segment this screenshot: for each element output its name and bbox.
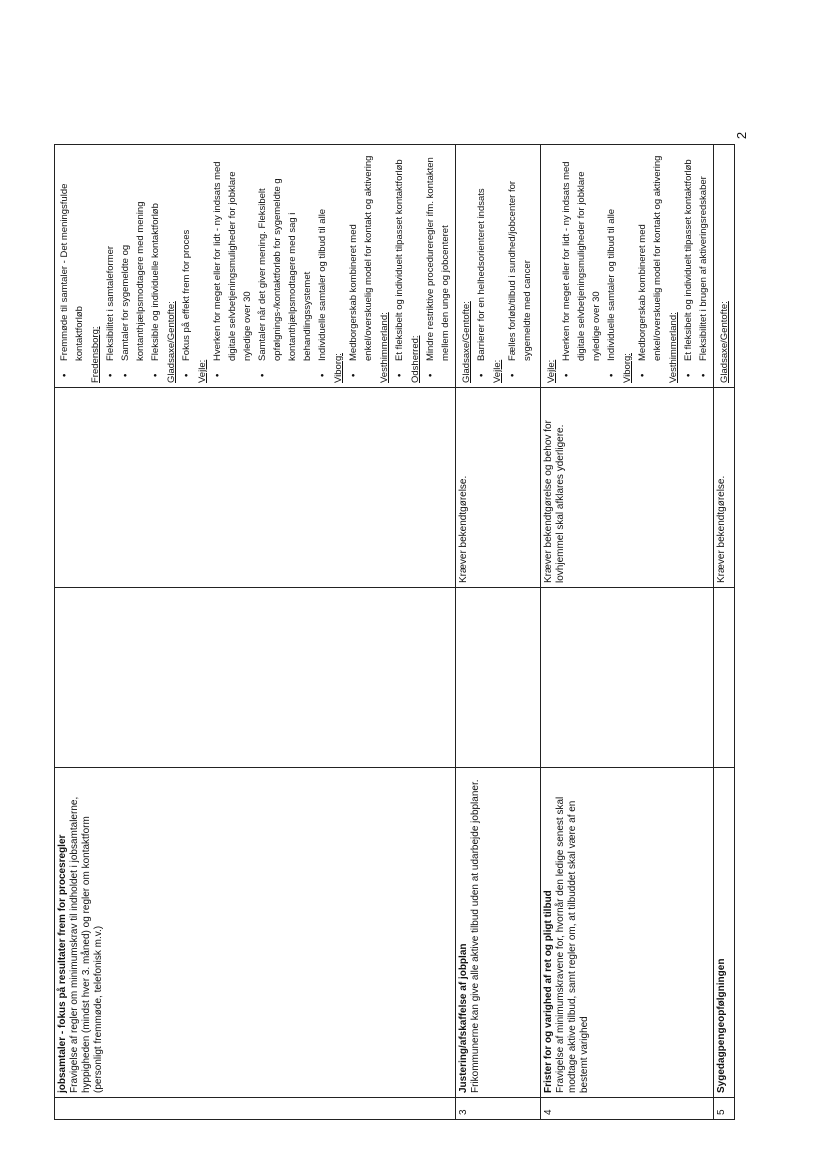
municipality-name: Odsherred: (410, 335, 421, 383)
project-item: • Mindre restriktive procedureregler ifm. kontakten mellem den unge og jobcenteret (423, 149, 453, 361)
municipality-name: Vejle: (197, 359, 208, 383)
measure-cell (456, 768, 541, 1098)
project-item: • Medborgerskab kombineret med enkel/overskuelig model for kontakt og aktivering (346, 149, 376, 361)
measure-description: Frikommunerne kan give alle aktive tilbud uden at udarbejde jobplaner. (470, 779, 481, 1093)
project-item: • Individuelle samtaler og tilbud til alle (315, 149, 330, 361)
project-list (103, 149, 163, 383)
project-list (474, 149, 489, 383)
municipality-name: Viborg: (333, 353, 344, 383)
project-item: • Fleksible og individuelle kontaktforløb (148, 149, 163, 361)
project-list (392, 149, 407, 383)
table-row (55, 145, 456, 1120)
row-number-cell (55, 1098, 456, 1120)
municipality-name: Fredensborg: (90, 326, 101, 383)
blank-cell (714, 588, 735, 768)
municipality-name: Gladsaxe/Gentofte: (719, 301, 730, 383)
measure-title: jobsamtaler - fokus på resultater frem for procesregler (57, 834, 68, 1093)
project-item: • Individuelle samtaler og tilbud til alle (604, 149, 619, 361)
requirement-cell: Kræver bekendtgørelse. (714, 388, 735, 588)
row-number-cell: 5 (714, 1098, 735, 1120)
project-list (179, 149, 194, 383)
municipality-cell (456, 145, 541, 388)
municipality-name: Vesthimmerland: (379, 312, 390, 383)
project-item: • Et fleksibelt og individuelt tilpasset kontaktforløb (392, 149, 407, 361)
municipality-name: Vejle: (492, 359, 503, 383)
table-row (541, 145, 714, 1120)
project-list (559, 149, 619, 383)
project-item: • Fleksibilitet i brugen af aktiveringsredskaber (696, 149, 711, 361)
requirement-cell: Kræver bekendtgørelse. (456, 388, 541, 588)
rotated-table-wrapper (54, 145, 730, 1120)
project-item: • Barrierer for en helhedsorienteret indsats (474, 149, 489, 361)
blank-cell (541, 588, 714, 768)
project-list (346, 149, 376, 383)
municipality-name: Vesthimmerland: (668, 312, 679, 383)
frikommune-table (54, 144, 735, 1120)
project-list (423, 149, 453, 383)
municipality-cell (55, 145, 456, 388)
project-item: • Fokus på effekt frem for proces (179, 149, 194, 361)
project-item: • Samtaler for sygemeldte og kontanthjælpsmodtagere med mening (118, 149, 148, 361)
blank-cell (456, 588, 541, 768)
municipality-cell (541, 145, 714, 388)
table-row (714, 145, 735, 1120)
measure-title: Justering/afskaffelse af jobplan (458, 943, 469, 1093)
municipality-name: Vejle: (546, 359, 557, 383)
project-item: • Fleksibilitet i samtaleformer (103, 149, 118, 361)
project-item: • Et fleksibelt og individuelt tilpasset kontaktforløb (681, 149, 696, 361)
project-item: • Fælles forløb/tilbud i sundhed/jobcenter for sygemeldte med cancer (505, 149, 535, 361)
project-item: • Hverken for meget eller for lidt - ny indsats med digitale selvbetjeningsmuligheder for jobklare nyledige over 30 (559, 149, 604, 361)
project-list (210, 149, 330, 383)
measure-cell (541, 768, 714, 1098)
project-item: • Samtaler når det giver mening. Fleksibelt opfølgnings-/kontaktforløb for sygemeldte g kontanthjælpsmodtagere med sag i behandlingssystemet (255, 149, 315, 361)
project-item: • Hverken for meget eller for lidt - ny indsats med digitale selvbetjeningsmuligheder for jobklare nyledige over 30 (210, 149, 255, 361)
measure-cell (55, 768, 456, 1098)
municipality-cell (714, 145, 735, 388)
municipality-name: Gladsaxe/Gentofte: (461, 301, 472, 383)
requirement-cell: Kræver bekendtgørelse og behov for lovhjemmel skal afklares yderligere. (541, 388, 714, 588)
table-row (456, 145, 541, 1120)
measure-cell (714, 768, 735, 1098)
project-list (681, 149, 711, 383)
measure-title: Sygedagpengeopfølgningen (716, 958, 727, 1093)
project-list (57, 149, 87, 383)
row-number-cell: 4 (541, 1098, 714, 1120)
project-list (505, 149, 535, 383)
municipality-name: Viborg: (622, 353, 633, 383)
municipality-name: Gladsaxe/Gentofte: (166, 301, 177, 383)
page-number: 2 (734, 131, 750, 140)
blank-cell (55, 588, 456, 768)
measure-description: Fravigelse af regler om minimumskrav til indholdet i jobsamtalerne, hyppigheden (mindst hver 3. måned) og regler om kontaktform (personligt fremmøde, telefonisk m.v.) (69, 796, 104, 1093)
requirement-cell (55, 388, 456, 588)
row-number-cell: 3 (456, 1098, 541, 1120)
project-list (635, 149, 665, 383)
project-item: • Medborgerskab kombineret med enkel/overskuelig model for kontakt og aktivering (635, 149, 665, 361)
project-item: • Fremmøde til samtaler - Det meningsfulde kontaktforløb (57, 149, 87, 361)
measure-title: Frister for og varighed af ret og pligt tilbud (543, 890, 554, 1093)
measure-description: Fravigelse af minimumskravene for, hvornår den ledige senest skal modtage aktive tilbud, samt regler om, at tilbuddet skal være af en bestemt varighed (555, 796, 590, 1093)
